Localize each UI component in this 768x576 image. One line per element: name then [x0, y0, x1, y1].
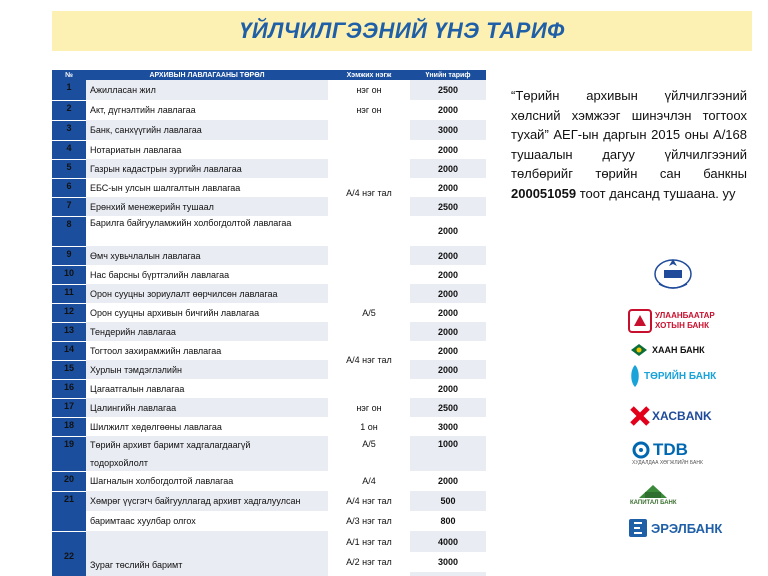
- erel-bank-logo: [628, 518, 722, 538]
- row-unit: [328, 284, 410, 303]
- row-price: 4000: [410, 531, 486, 552]
- xac-bank-logo: [630, 406, 712, 426]
- table-row: [52, 436, 486, 454]
- tdb-bank-subtitle: ХУДАЛДАА ХӨГЖЛИЙН БАНК: [632, 460, 703, 466]
- capital-bank-icon: [635, 482, 671, 500]
- row-no: 13: [52, 322, 86, 341]
- erel-bank-icon: [628, 518, 648, 538]
- row-price: 3000: [410, 120, 486, 140]
- state-bank-icon: [628, 364, 642, 388]
- row-price: 2500: [410, 398, 486, 417]
- erel-bank-name: ЭРЭЛБАНК: [651, 520, 723, 536]
- row-no: 17: [52, 398, 86, 417]
- row-unit: А/4: [328, 471, 410, 491]
- row-no: 22: [52, 531, 86, 576]
- table-row: [52, 360, 486, 379]
- row-name: Нотариатын лавлагаа: [86, 140, 328, 159]
- row-no: 19: [52, 436, 86, 471]
- row-name-continued: баримтаас хуулбар олгох: [86, 511, 328, 531]
- row-unit: [328, 265, 410, 284]
- row-unit: А/2 нэг тал: [328, 552, 410, 572]
- account-number: 200051059: [511, 185, 577, 201]
- header-price: Үнийн тариф: [410, 70, 486, 80]
- capital-bank-name: КАПИТАЛ БАНК: [630, 500, 677, 506]
- table-row: [52, 303, 486, 322]
- table-header-row: [52, 70, 486, 80]
- note-text-after: тоот дансанд тушаана. уу: [576, 185, 736, 201]
- row-name: Ажилласан жил: [86, 80, 328, 100]
- row-price: 2500: [410, 197, 486, 216]
- row-no: 15: [52, 360, 86, 379]
- row-price: 2500: [410, 80, 486, 100]
- row-no: 8: [52, 216, 86, 246]
- row-name-tail: [86, 572, 328, 576]
- row-unit: [328, 246, 410, 265]
- page-title: ҮЙЛЧИЛГЭЭНИЙ ҮНЭ ТАРИФ: [239, 18, 565, 43]
- khan-bank-name: ХААН БАНК: [652, 345, 705, 355]
- payment-note: [511, 86, 747, 203]
- row-no: 10: [52, 265, 86, 284]
- row-price: 2000: [410, 360, 486, 379]
- row-unit: А/5: [328, 303, 410, 322]
- row-unit-tail: [328, 572, 410, 576]
- table-row: [52, 100, 486, 120]
- row-name: Банк, санхүүгийн лавлагаа: [86, 120, 328, 140]
- merged-unit-a4-b: А/4 нэг тал: [328, 322, 410, 398]
- xac-bank-name: ХАСBANK: [652, 409, 712, 423]
- ub-bank-name-line2: ХОТЫН БАНК: [655, 321, 709, 330]
- row-price: 2000: [410, 216, 486, 246]
- ub-bank-icon: [628, 309, 652, 333]
- table-row: [52, 197, 486, 216]
- row-price: 2000: [410, 303, 486, 322]
- row-name-continued: тодорхойлолт: [86, 454, 328, 471]
- row-name: Газрын кадастрын зургийн лавлагаа: [86, 159, 328, 178]
- table-row: [52, 398, 486, 417]
- khan-bank-icon: [630, 343, 648, 357]
- table-row: [52, 284, 486, 303]
- row-no: 12: [52, 303, 86, 322]
- table-row: [52, 140, 486, 159]
- row-no: 6: [52, 178, 86, 197]
- table-row: [52, 379, 486, 398]
- row-no: 9: [52, 246, 86, 265]
- row-no: 1: [52, 80, 86, 100]
- row-name: Цагаатгалын лавлагаа: [86, 379, 328, 398]
- row-no: 4: [52, 140, 86, 159]
- row-price: 2000: [410, 140, 486, 159]
- xac-bank-icon: [630, 406, 650, 426]
- table-row: [52, 491, 486, 511]
- state-bank-name: ТӨРИЙН БАНК: [644, 370, 717, 382]
- row-no: 3: [52, 120, 86, 140]
- row-name: Барилга байгууламжийн холбогдолтой лавлагаа: [86, 216, 328, 246]
- tdb-bank-icon: [632, 441, 650, 459]
- row-price: 2000: [410, 322, 486, 341]
- table-row: [52, 159, 486, 178]
- row-name: Ерөнхий менежерийн тушаал: [86, 197, 328, 216]
- table-row: [52, 417, 486, 436]
- row-no: 7: [52, 197, 86, 216]
- note-text-before: “Төрийн архивын үйлчилгээний хөлсний хэмжээг шинэчлэн тогтоох тухай” АЕГ-ын даргын 2015 оны А/168 тушаалын дагуу үйлчилгээний төлбөрийг төрийн сан банкны: [511, 88, 747, 181]
- row-name: Төрийн архивт баримт хадгалагдаагүй: [86, 436, 328, 454]
- row-price: 2000: [410, 246, 486, 265]
- row-name: Шагналын холбогдолтой лавлагаа: [86, 471, 328, 491]
- row-price: 500: [410, 491, 486, 511]
- row-unit: А/5: [328, 436, 410, 471]
- row-name: Орон сууцны архивын бичгийн лавлагаа: [86, 303, 328, 322]
- row-unit: нэг он: [328, 398, 410, 417]
- ub-city-bank-logo: [628, 309, 715, 333]
- row-price: 800: [410, 511, 486, 531]
- row-unit: [328, 120, 410, 140]
- row-name: ЕБС-ын улсын шалгалтын лавлагаа: [86, 178, 328, 197]
- row-unit: нэг он: [328, 80, 410, 100]
- row-name: Цалингийн лавлагаа: [86, 398, 328, 417]
- row-price: 2000: [410, 265, 486, 284]
- row-price-tail: [410, 572, 486, 576]
- row-no: 11: [52, 284, 86, 303]
- row-price: 3000: [410, 417, 486, 436]
- row-no: 18: [52, 417, 86, 436]
- table-row: [52, 322, 486, 341]
- state-bank-logo: [628, 364, 716, 388]
- table-row: [52, 531, 486, 552]
- row-unit: А/1 нэг тал: [328, 531, 410, 552]
- row-name: Нас барсны бүртгэлийн лавлагаа: [86, 265, 328, 284]
- table-row: [52, 80, 486, 100]
- table-row: [52, 471, 486, 491]
- tdb-bank-logo: [632, 440, 703, 466]
- header-no: №: [52, 70, 86, 80]
- row-unit: А/3 нэг тал: [328, 511, 410, 531]
- row-name: Зураг төслийн баримт: [86, 531, 328, 572]
- table-row: [52, 246, 486, 265]
- row-price: 2000: [410, 341, 486, 360]
- row-name: Тендерийн лавлагаа: [86, 322, 328, 341]
- tariff-table: [52, 70, 486, 576]
- table-row-continued: [52, 511, 486, 531]
- row-no: 2: [52, 100, 86, 120]
- title-band: [52, 11, 752, 51]
- row-no: 16: [52, 379, 86, 398]
- row-no: 20: [52, 471, 86, 491]
- table-row: [52, 120, 486, 140]
- row-name: Шилжилт хөдөлгөөны лавлагаа: [86, 417, 328, 436]
- table-row: [52, 178, 486, 197]
- row-price: 1000: [410, 436, 486, 471]
- row-name: Тогтоол захирамжийн лавлагаа: [86, 341, 328, 360]
- row-price: 3000: [410, 552, 486, 572]
- capital-bank-logo: [630, 482, 677, 506]
- ub-bank-name-line1: УЛААНБААТАР: [655, 311, 715, 320]
- state-emblem-logo: [651, 254, 695, 290]
- row-unit: А/4 нэг тал: [328, 491, 410, 511]
- header-type: АРХИВЫН ЛАВЛАГААНЫ ТӨРӨЛ: [86, 70, 328, 80]
- row-name: Өмч хувьчлалын лавлагаа: [86, 246, 328, 265]
- row-unit: нэг он: [328, 100, 410, 120]
- emblem-icon: [651, 254, 695, 290]
- row-price: 2000: [410, 159, 486, 178]
- header-unit: Хэмжих нэгж: [328, 70, 410, 80]
- table-row: [52, 341, 486, 360]
- row-no: 21: [52, 491, 86, 531]
- row-price: 2000: [410, 100, 486, 120]
- row-name: Хурлын тэмдэглэлийн: [86, 360, 328, 379]
- row-price: 2000: [410, 471, 486, 491]
- row-name: Орон сууцны зориулалт өөрчилсөн лавлагаа: [86, 284, 328, 303]
- table-row: [52, 265, 486, 284]
- row-no: 14: [52, 341, 86, 360]
- row-price: 2000: [410, 178, 486, 197]
- row-unit: 1 он: [328, 417, 410, 436]
- row-price: 2000: [410, 284, 486, 303]
- row-price: 2000: [410, 379, 486, 398]
- row-name: Акт, дүгнэлтийн лавлагаа: [86, 100, 328, 120]
- tdb-bank-name: TDB: [653, 440, 688, 459]
- row-no: 5: [52, 159, 86, 178]
- table-row-tail: [52, 572, 486, 576]
- row-name: Хөмрөг үүсгэгч байгууллагад архивт хадгалуулсан: [86, 491, 328, 511]
- merged-unit-a4: А/4 нэг тал: [328, 140, 410, 246]
- table-row: [52, 216, 486, 246]
- khan-bank-logo: [630, 343, 705, 357]
